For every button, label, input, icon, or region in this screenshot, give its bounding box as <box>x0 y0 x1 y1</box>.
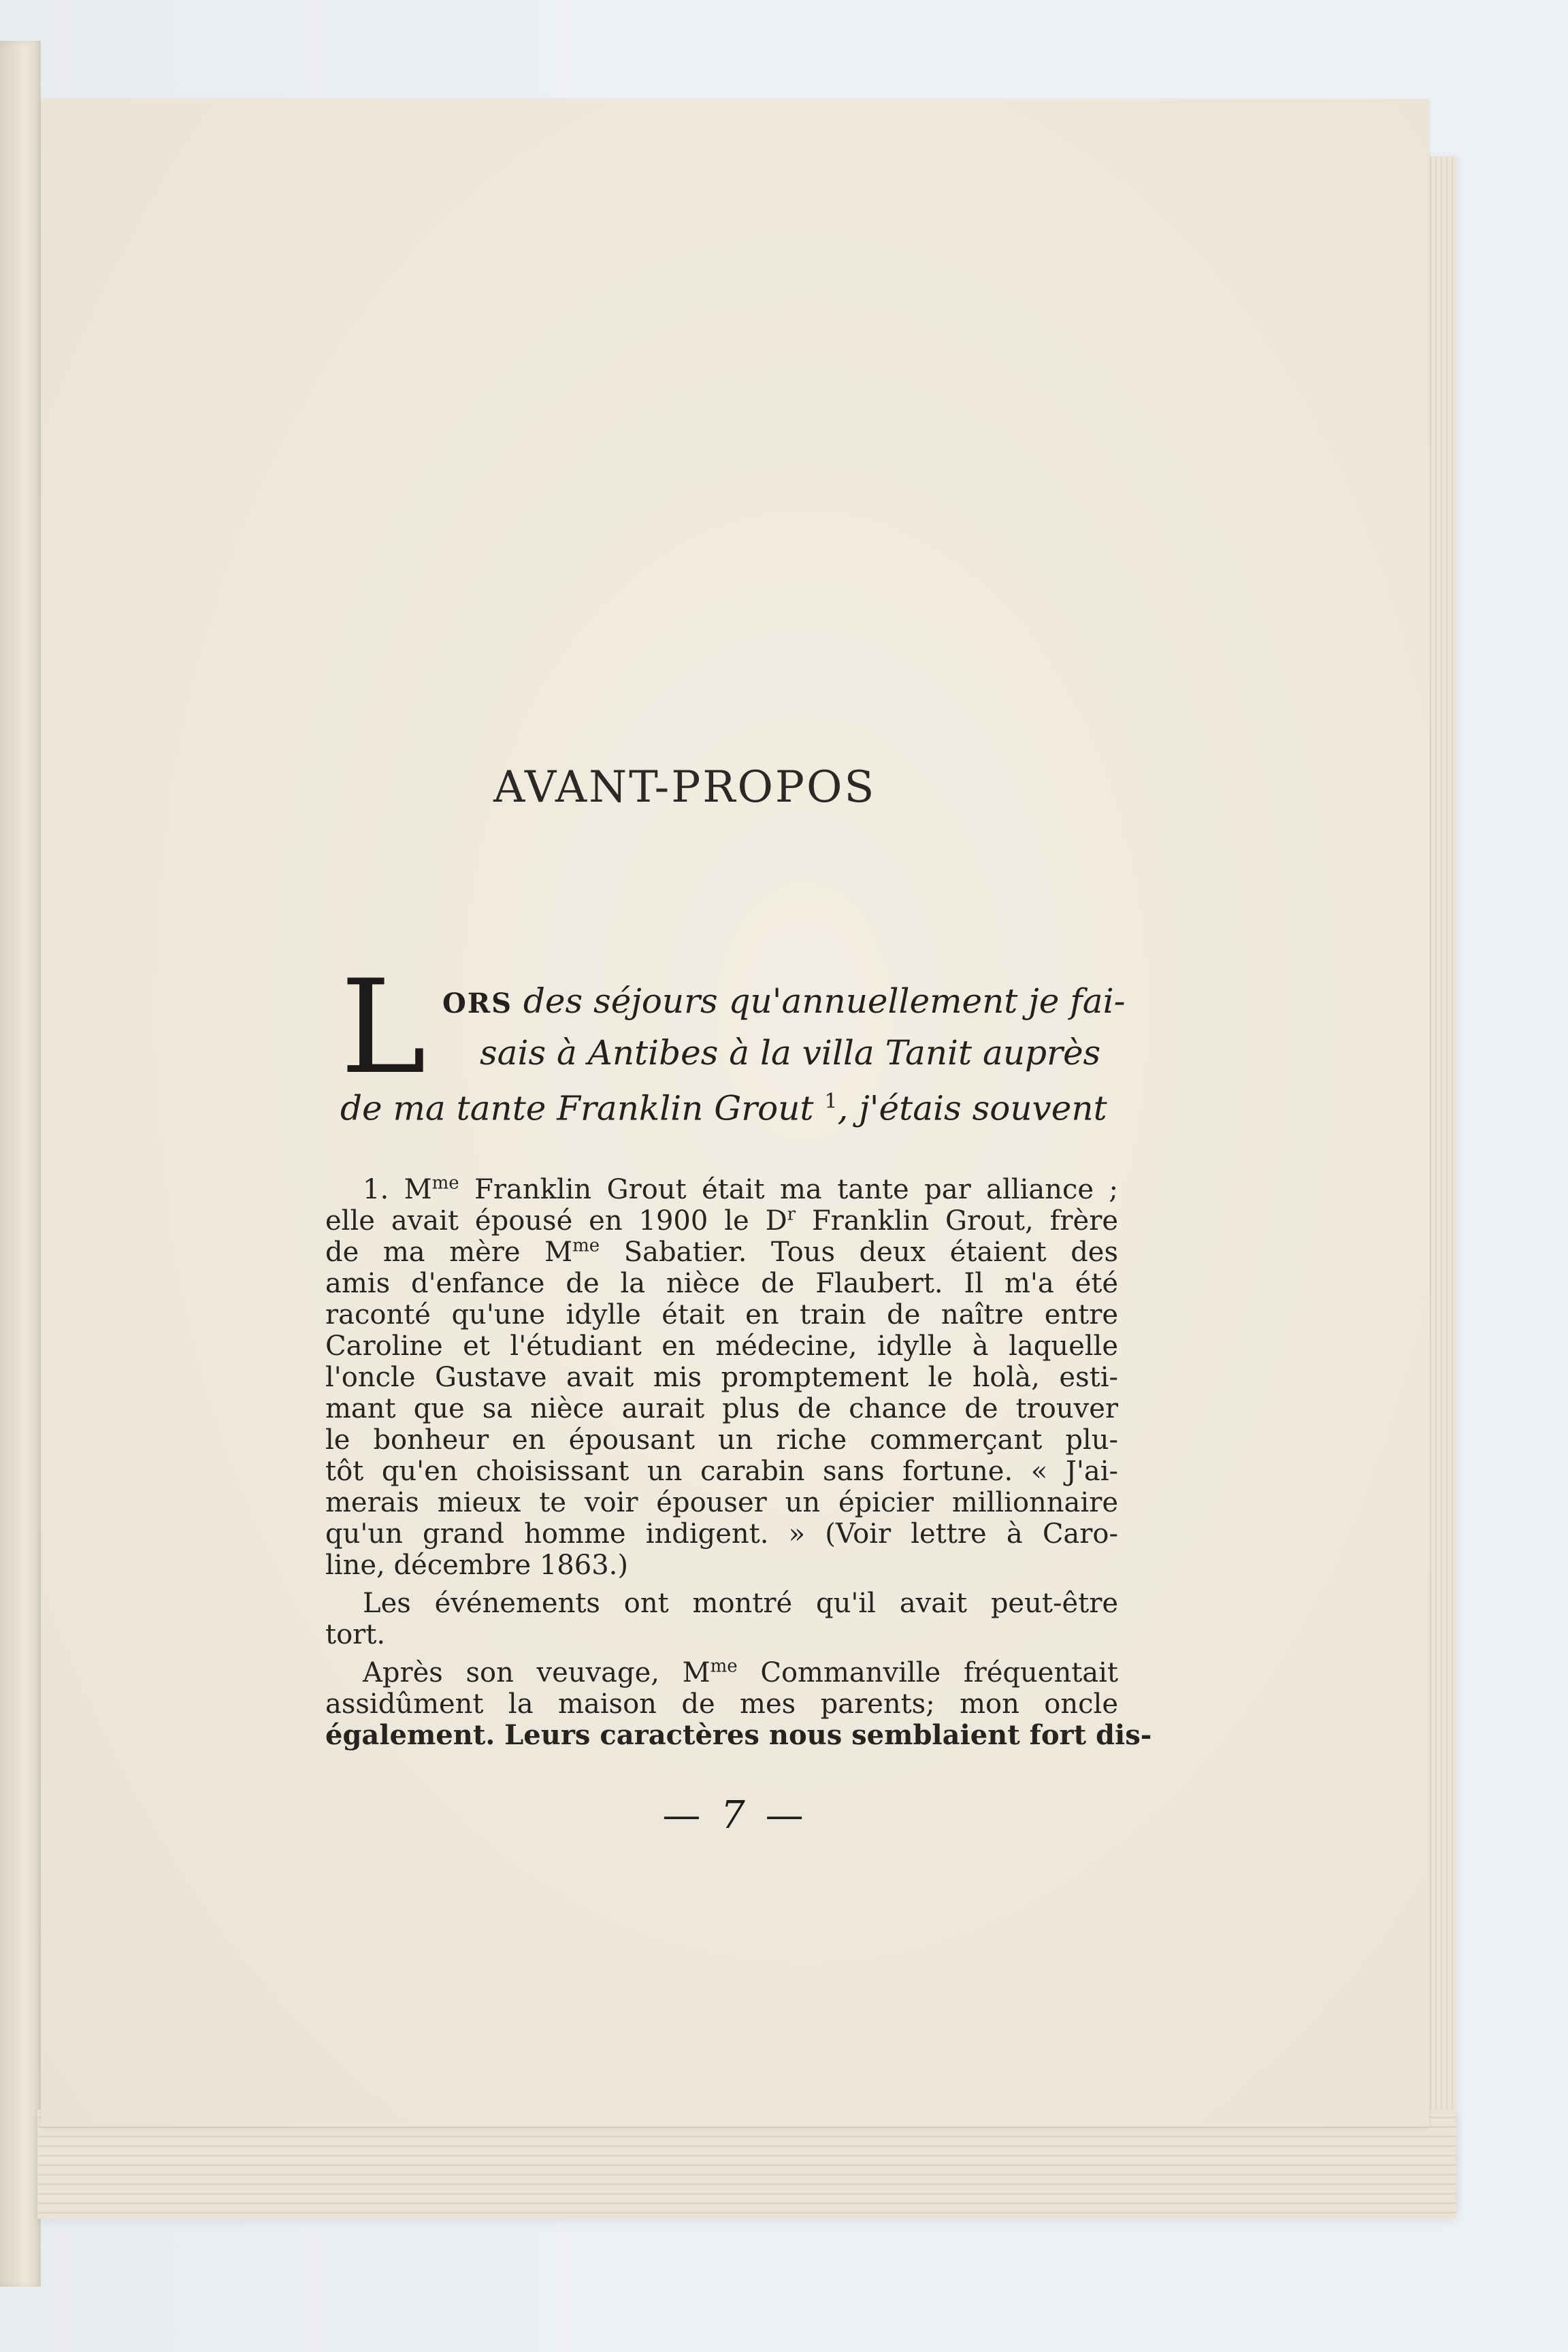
footnote-sup: me <box>572 1235 600 1256</box>
footnote-line: mant que sa nièce aurait plus de chance de trouver <box>325 1393 1118 1424</box>
lead-smallcaps: ORS <box>442 987 512 1019</box>
chapter-heading: AVANT-PROPOS <box>493 762 877 813</box>
footnote-text: Après son veuvage, M <box>363 1657 710 1688</box>
footnote-para3-line <box>325 1657 1118 1688</box>
lead-line-3-text: de ma tante Franklin Grout <box>340 1088 814 1128</box>
footnote-text: Sabatier. Tous deux étaient des <box>600 1237 1118 1268</box>
page-number-dash-left: — <box>662 1793 705 1838</box>
footnote-line <box>325 1237 1118 1268</box>
footnote-line: amis d'enfance de la nièce de Flaubert. Il m'a été <box>325 1268 1118 1299</box>
footnote-line: merais mieux te voir épouser un épicier millionnaire <box>325 1487 1118 1518</box>
lead-line-3-tail: , j'étais souvent <box>837 1088 1107 1128</box>
page-number-dash-right: — <box>765 1793 808 1838</box>
footnote-text: elle avait épousé en 1900 le D <box>325 1205 787 1237</box>
footnote-bold-text: Leurs caractères nous semblaient fort dis- <box>495 1719 1152 1751</box>
footnote-para3-line: assidûment la maison de mes parents; mon oncle <box>325 1688 1118 1720</box>
drop-cap: L <box>340 952 427 1102</box>
footnote-sup: me <box>431 1173 459 1194</box>
footnote-line <box>325 1174 1118 1205</box>
footnote-line <box>325 1205 1118 1237</box>
footnote-para2-line: tort. <box>325 1619 386 1650</box>
footnote-line: tôt qu'en choisissant un carabin sans fortune. « J'ai- <box>325 1456 1118 1487</box>
footnote-line: Caroline et l'étudiant en médecine, idylle à laquelle <box>325 1330 1118 1362</box>
footnote-para2-line: Les événements ont montré qu'il avait peut-être <box>363 1588 1118 1619</box>
footnote-sup: me <box>710 1656 738 1677</box>
footnote-text: Commanville fréquentait <box>737 1657 1118 1688</box>
lead-line-1-text: des séjours qu'annuellement je fai- <box>523 981 1126 1021</box>
footnote-block <box>325 1173 1152 1751</box>
lead-line-2: sais à Antibes à la villa Tanit auprès <box>480 1033 1101 1073</box>
footnote-text: Franklin Grout était ma tante par alliance ; <box>459 1174 1118 1205</box>
lead-line-1 <box>340 977 1126 1028</box>
footnote-line: l'oncle Gustave avait mis promptement le holà, esti- <box>325 1362 1118 1393</box>
book-spine <box>0 41 41 2287</box>
footnote-text: de ma mère M <box>325 1237 573 1268</box>
footnote-para3-line <box>325 1719 1152 1751</box>
page-number <box>41 1793 1429 1838</box>
footnote-line: line, décembre 1863.) <box>325 1550 628 1581</box>
footnote-line: qu'un grand homme indigent. » (Voir lettre à Caro- <box>325 1518 1118 1550</box>
lead-line-3 <box>340 1077 1116 1133</box>
footnote-sup: r <box>787 1204 796 1225</box>
footnote-text: 1. M <box>363 1174 432 1205</box>
page-number-value: 7 <box>721 1793 749 1838</box>
footnote-bold-text: également. <box>325 1719 495 1751</box>
footnote-marker: 1 <box>824 1090 838 1113</box>
lead-paragraph <box>340 977 1126 1133</box>
footnote-text: Franklin Grout, frère <box>796 1205 1119 1237</box>
footnote-line: le bonheur en épousant un riche commerçant plu- <box>325 1424 1118 1456</box>
footnote-line: raconté qu'une idylle était en train de naître entre <box>325 1299 1118 1330</box>
book-page <box>41 99 1429 2127</box>
